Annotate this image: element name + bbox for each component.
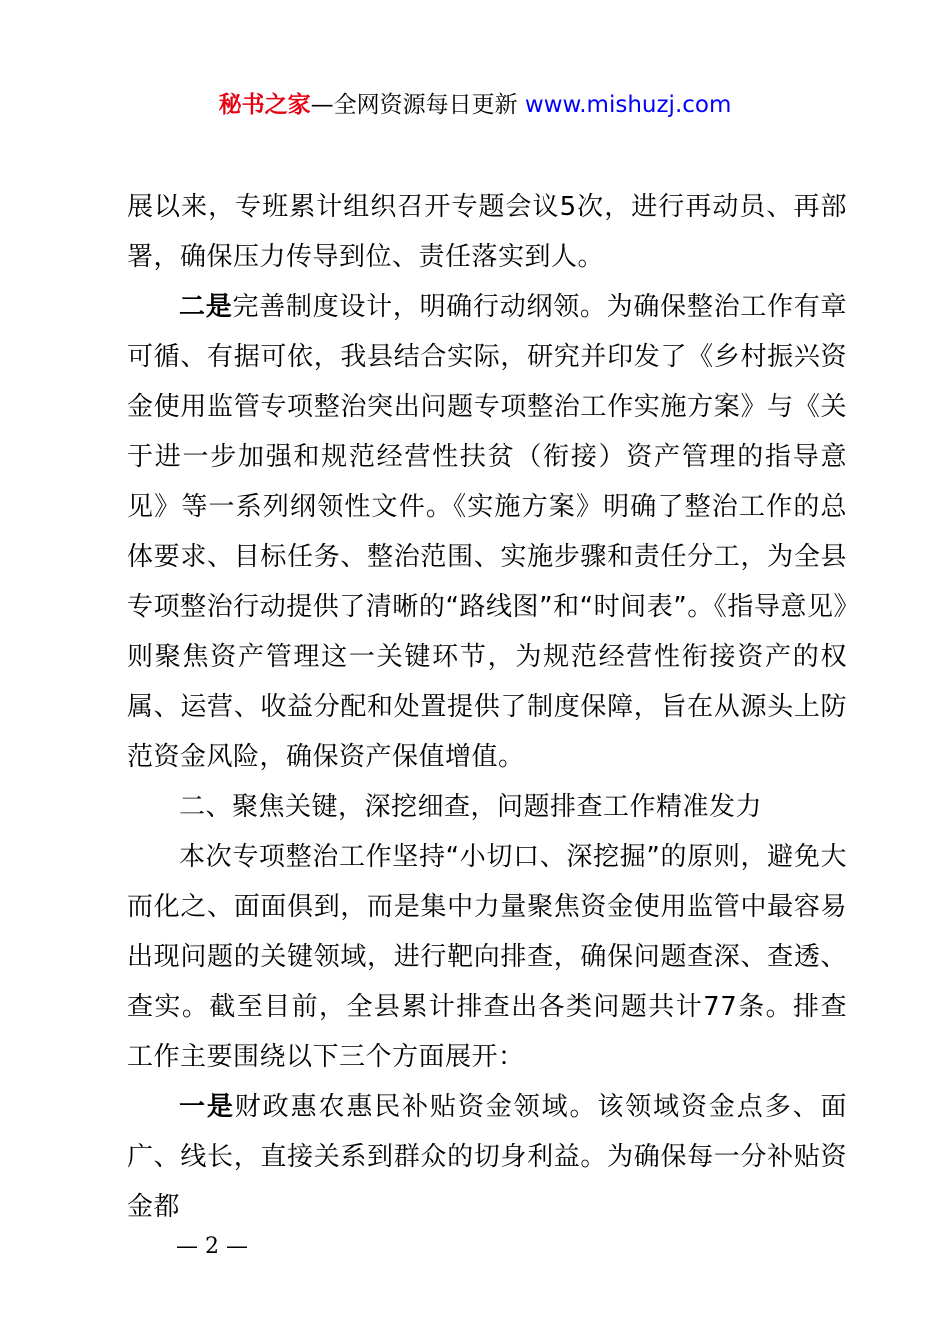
paragraph-text: 本次专项整治工作坚持“小切口、深挖掘”的原则，避免大而化之、面面俱到，而是集中力量聚焦资金使用监管中最容易出现问题的关键领域，进行靶向排查，确保问题查深、查透、查实。截至目前，全县累计排查出各类问题共计77条。排查工作主要围绕以下三个方面展开： — [127, 842, 847, 1072]
site-url[interactable]: www.mishuzj.com — [524, 92, 732, 118]
section-heading — [127, 782, 847, 832]
paragraph-lead: 二是 — [179, 292, 233, 322]
page-number: — 2 — — [176, 1234, 248, 1259]
paragraph — [127, 182, 847, 282]
paragraph — [127, 1082, 847, 1232]
document-body — [127, 182, 847, 1232]
paragraph — [127, 282, 847, 782]
site-header — [0, 88, 950, 122]
paragraph-text: 完善制度设计，明确行动纲领。为确保整治工作有章可循、有据可依，我县结合实际，研究并印发了《乡村振兴资金使用监管专项整治突出问题专项整治工作实施方案》与《关于进一步加强和规范经营性扶贫（衔接）资产管理的指导意见》等一系列纲领性文件。《实施方案》明确了整治工作的总体要求、目标任务、整治范围、实施步骤和责任分工，为全县专项整治行动提供了清晰的“路线图”和“时间表”。《指导意见》则聚焦资产管理这一关键环节，为规范经营性衔接资产的权属、运营、收益分配和处置提供了制度保障，旨在从源头上防范资金风险，确保资产保值增值。 — [127, 292, 847, 772]
section-heading-text: 二、聚焦关键，深挖细查，问题排查工作精准发力 — [179, 792, 763, 822]
paragraph-lead: 一是 — [179, 1092, 235, 1122]
paragraph-text: 财政惠农惠民补贴资金领域。该领域资金点多、面广、线长，直接关系到群众的切身利益。为确保每一分补贴资金都 — [127, 1092, 847, 1222]
header-tagline: —全网资源每日更新 — [310, 92, 518, 118]
paragraph-text: 展以来，专班累计组织召开专题会议5次，进行再动员、再部署，确保压力传导到位、责任落实到人。 — [127, 192, 847, 272]
paragraph — [127, 832, 847, 1082]
brand-name: 秘书之家 — [218, 92, 311, 118]
